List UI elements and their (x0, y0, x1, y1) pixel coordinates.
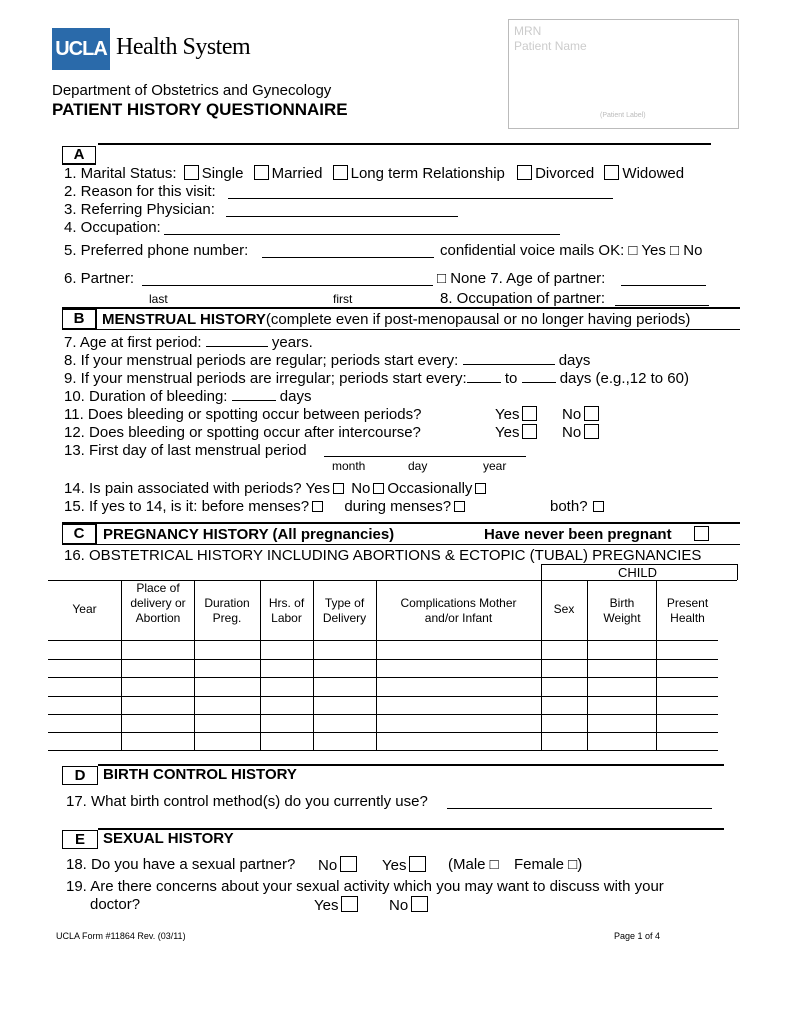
q11-yes (495, 406, 540, 423)
q18-no (318, 856, 360, 874)
patient-label-caption: (Patient Label) (600, 112, 646, 119)
q5-phone-label: 5. Preferred phone number: (64, 242, 249, 259)
table-row[interactable] (48, 659, 718, 660)
q7-suffix: years. (271, 334, 313, 351)
q7-first-period (64, 334, 313, 351)
q14-occ-label: Occasionally (387, 480, 473, 497)
q9-to: to (504, 370, 518, 387)
q9-to-input[interactable] (522, 370, 556, 383)
q15-timing (64, 498, 468, 515)
q3-physician-label: 3. Referring Physician: (64, 201, 215, 218)
q8-label: 8. If your menstrual periods are regular; periods start every: (64, 352, 459, 369)
q19-no-label: No (389, 897, 409, 914)
q19-yes-checkbox[interactable] (341, 896, 358, 912)
q14-pain (64, 480, 489, 497)
q13-month: month (332, 459, 366, 473)
table-row[interactable] (48, 750, 718, 751)
table-row[interactable] (48, 677, 718, 678)
never-pregnant-label: Have never been pregnant (484, 526, 672, 543)
q15-before-checkbox[interactable] (312, 501, 323, 512)
q1-label: 1. Marital Status: (64, 165, 177, 182)
q6-partner-label: 6. Partner: (64, 270, 135, 287)
widowed-label: Widowed (622, 165, 685, 182)
widowed-checkbox[interactable] (604, 165, 619, 180)
q2-reason-input[interactable] (228, 198, 613, 199)
patient-name-label: Patient Name (514, 39, 587, 53)
q18-label: 18. Do you have a sexual partner? (66, 856, 296, 873)
q9-irregular-periods (64, 370, 689, 387)
q13-year: year (483, 459, 507, 473)
q14-label: 14. Is pain associated with periods? Yes (64, 480, 331, 497)
divorced-label: Divorced (535, 165, 595, 182)
q11-yes-checkbox[interactable] (522, 406, 537, 421)
never-pregnant (484, 526, 712, 543)
ucla-logo-mark: UCLA (52, 28, 110, 70)
q11-no (562, 406, 602, 423)
q5-phone-input[interactable] (262, 257, 434, 258)
q17-input[interactable] (447, 808, 712, 809)
col-weight: Birth Weight (603, 596, 641, 625)
section-b-subtitle: (complete even if post-menopausal or no longer having periods) (265, 311, 691, 328)
col-type: Type of Delivery (322, 596, 367, 625)
col-year: Year (72, 602, 97, 616)
table-row[interactable] (48, 714, 718, 715)
q10-days-input[interactable] (232, 388, 276, 401)
q16-heading: 16. OBSTETRICAL HISTORY INCLUDING ABORTIONS & ECTOPIC (TUBAL) PREGNANCIES (64, 547, 702, 564)
q10-suffix: days (279, 388, 312, 405)
q14-no-label: No (351, 480, 371, 497)
section-c-title: PREGNANCY HISTORY (All pregnancies) (103, 526, 395, 543)
q15-during-label: during menses? (344, 498, 452, 515)
q12-no-label: No (562, 424, 582, 441)
q19-no-checkbox[interactable] (411, 896, 428, 912)
section-b-marker: B (62, 309, 96, 329)
long-term-label: Long term Relationship (350, 165, 505, 182)
q19-label: 19. Are there concerns about your sexual activity which you may want to discuss with your (66, 878, 664, 895)
table-row[interactable] (48, 696, 718, 697)
col-place: Place of delivery or Abortion (130, 581, 186, 625)
q13-label: 13. First day of last menstrual period (64, 442, 307, 459)
logo-text: Health System (116, 34, 251, 60)
col-sex: Sex (553, 602, 575, 616)
q18-yes-label: Yes (382, 857, 407, 874)
section-d-marker: D (62, 766, 98, 785)
q5-voicemail-label[interactable]: confidential voice mails OK: □ Yes □ No (440, 242, 703, 259)
q6-partner-input[interactable] (142, 285, 433, 286)
section-c-marker: C (62, 524, 96, 544)
section-e-title: SEXUAL HISTORY (103, 830, 234, 847)
q19-no (389, 896, 431, 914)
q14-yes-checkbox[interactable] (333, 483, 344, 494)
q6-last-label: last (149, 292, 168, 306)
col-health: Present Health (666, 596, 709, 625)
q18-male[interactable]: (Male □ (448, 856, 499, 873)
married-label: Married (271, 165, 323, 182)
mrn-label: MRN (514, 24, 542, 38)
q12-label: 12. Does bleeding or spotting occur after intercourse? (64, 424, 421, 441)
q14-occ-checkbox[interactable] (475, 483, 486, 494)
col-duration: Duration Preg. (204, 596, 250, 625)
q15-during-checkbox[interactable] (454, 501, 465, 512)
page-title: PATIENT HISTORY QUESTIONNAIRE (52, 100, 348, 119)
q12-no-checkbox[interactable] (584, 424, 599, 439)
q6-none-label[interactable]: □ None 7. Age of partner: (437, 270, 606, 287)
q12-yes-label: Yes (495, 424, 520, 441)
q7-label: 7. Age at first period: (64, 334, 202, 351)
q2-reason-label: 2. Reason for this visit: (64, 183, 216, 200)
q14-no-checkbox[interactable] (373, 483, 384, 494)
never-pregnant-checkbox[interactable] (694, 526, 709, 541)
q8-partner-occupation-label: 8. Occupation of partner: (440, 290, 606, 307)
q15-label: 15. If yes to 14, is it: before menses? (64, 498, 310, 515)
q9-from-input[interactable] (467, 370, 501, 383)
q19-label-cont: doctor? (90, 896, 141, 913)
q18-yes (382, 856, 429, 874)
q12-yes (495, 424, 540, 441)
page-number: Page 1 of 4 (614, 931, 661, 941)
child-header: CHILD (618, 565, 658, 580)
q18-no-label: No (318, 857, 338, 874)
form-number: UCLA Form #11864 Rev. (03/11) (56, 931, 186, 941)
section-d-title: BIRTH CONTROL HISTORY (103, 766, 297, 783)
q11-label: 11. Does bleeding or spotting occur between periods? (64, 406, 422, 423)
q6-first-label: first (333, 292, 353, 306)
department-name: Department of Obstetrics and Gynecology (52, 82, 332, 99)
q8-partner-occupation-input[interactable] (615, 305, 709, 306)
q11-no-label: No (562, 406, 582, 423)
q1-marital-status (64, 165, 684, 182)
q8-days-input[interactable] (463, 352, 555, 365)
q19-yes (314, 896, 361, 914)
section-e-marker: E (62, 830, 98, 849)
q7-partner-age-input[interactable] (621, 285, 706, 286)
q18-female[interactable]: Female □) (514, 856, 583, 873)
q8-regular-periods (64, 352, 590, 369)
section-b-title-text: MENSTRUAL HISTORY (102, 311, 266, 328)
q8-suffix: days (558, 352, 591, 369)
q4-occupation-label: 4. Occupation: (64, 219, 161, 236)
married-checkbox[interactable] (254, 165, 269, 180)
single-label: Single (201, 165, 244, 182)
q9-suffix: days (e.g.,12 to 60) (559, 370, 689, 387)
q11-yes-label: Yes (495, 406, 520, 423)
divorced-checkbox[interactable] (517, 165, 532, 180)
q18-no-checkbox[interactable] (340, 856, 357, 872)
q15-both-label: both? (550, 498, 588, 515)
q17-label: 17. What birth control method(s) do you currently use? (66, 793, 428, 810)
q19-yes-label: Yes (314, 897, 339, 914)
q10-duration (64, 388, 311, 405)
q3-physician-input[interactable] (226, 216, 458, 217)
q13-date-input[interactable] (324, 456, 526, 457)
q7-age-input[interactable] (206, 334, 268, 347)
col-labor: Hrs. of Labor (268, 596, 305, 625)
table-row[interactable] (48, 732, 718, 733)
q13-day: day (408, 459, 428, 473)
long-term-checkbox[interactable] (333, 165, 348, 180)
q4-occupation-input[interactable] (164, 234, 560, 235)
q12-yes-checkbox[interactable] (522, 424, 537, 439)
q9-label: 9. If your menstrual periods are irregular; periods start every: (64, 370, 467, 387)
section-a-marker: A (62, 146, 96, 164)
section-b-title (102, 311, 690, 328)
q11-no-checkbox[interactable] (584, 406, 599, 421)
single-checkbox[interactable] (184, 165, 199, 180)
q12-no (562, 424, 602, 441)
q15-both-checkbox[interactable] (593, 501, 604, 512)
col-complications: Complications Mother and/or Infant (400, 596, 517, 625)
q10-label: 10. Duration of bleeding: (64, 388, 228, 405)
q15-both (550, 498, 607, 515)
q18-yes-checkbox[interactable] (409, 856, 426, 872)
